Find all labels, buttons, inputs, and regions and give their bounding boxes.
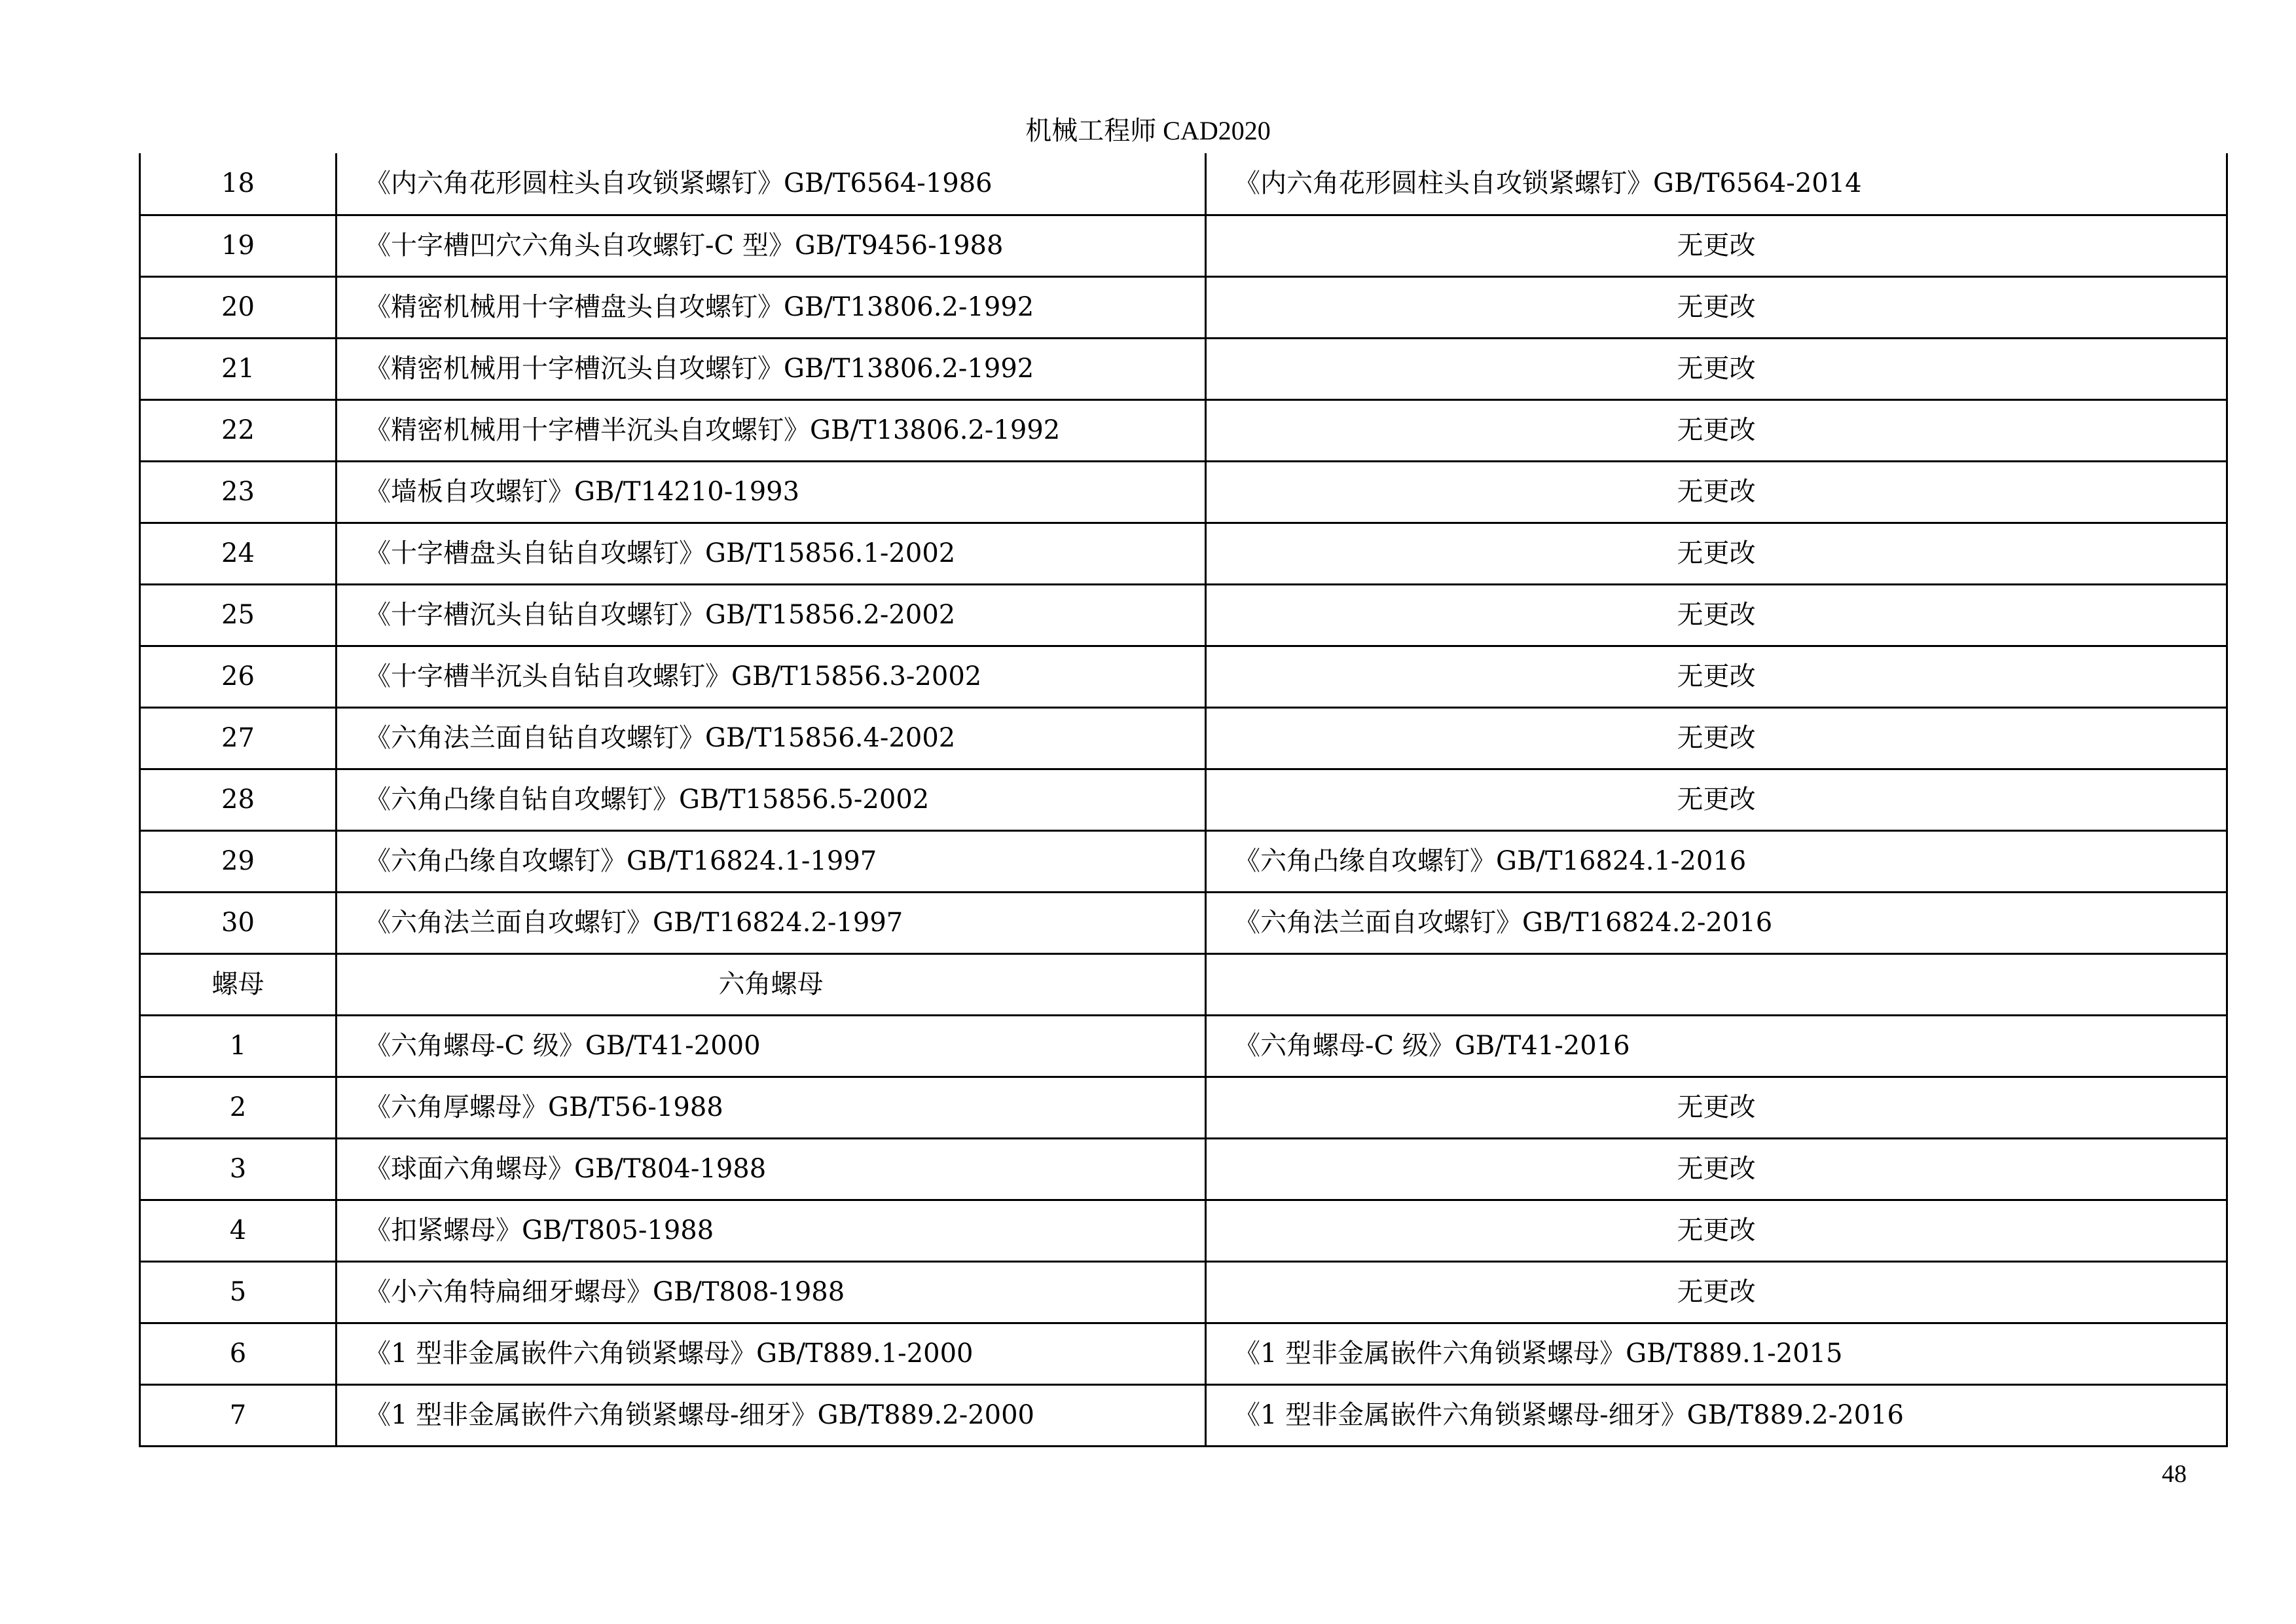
table-row [140, 1015, 2227, 1077]
new-standard-cell: 无更改 [1206, 584, 2227, 646]
old-standard-cell: 《1 型非金属嵌件六角锁紧螺母-细牙》GB/T889.2-2000 [337, 1384, 1206, 1446]
old-standard-cell: 《扣紧螺母》GB/T805-1988 [337, 1200, 1206, 1261]
old-standard-cell: 《六角法兰面自钻自攻螺钉》GB/T15856.4-2002 [337, 707, 1206, 769]
new-standard-cell: 《1 型非金属嵌件六角锁紧螺母》GB/T889.1-2015 [1206, 1323, 2227, 1384]
table-row [140, 461, 2227, 523]
old-standard-cell: 《六角厚螺母》GB/T56-1988 [337, 1077, 1206, 1138]
table-row [140, 830, 2227, 892]
old-standard-cell: 《十字槽沉头自钻自攻螺钉》GB/T15856.2-2002 [337, 584, 1206, 646]
old-standard-cell: 《精密机械用十字槽盘头自攻螺钉》GB/T13806.2-1992 [337, 276, 1206, 338]
row-number-cell: 2 [140, 1077, 337, 1138]
new-standard-cell [1206, 953, 2227, 1015]
new-standard-cell: 无更改 [1206, 215, 2227, 276]
table-row [140, 399, 2227, 461]
new-standard-cell: 无更改 [1206, 646, 2227, 707]
standards-table-body [140, 153, 2227, 1446]
old-standard-cell: 《十字槽盘头自钻自攻螺钉》GB/T15856.1-2002 [337, 523, 1206, 584]
row-number-cell: 26 [140, 646, 337, 707]
row-number-cell: 7 [140, 1384, 337, 1446]
new-standard-cell: 无更改 [1206, 1261, 2227, 1323]
new-standard-cell: 无更改 [1206, 399, 2227, 461]
new-standard-cell: 无更改 [1206, 276, 2227, 338]
old-standard-cell: 六角螺母 [337, 953, 1206, 1015]
new-standard-cell: 无更改 [1206, 338, 2227, 399]
table-row [140, 215, 2227, 276]
table-row [140, 953, 2227, 1015]
new-standard-cell: 《六角螺母-C 级》GB/T41-2016 [1206, 1015, 2227, 1077]
new-standard-cell: 《六角凸缘自攻螺钉》GB/T16824.1-2016 [1206, 830, 2227, 892]
row-number-cell: 6 [140, 1323, 337, 1384]
table-row [140, 584, 2227, 646]
new-standard-cell: 无更改 [1206, 523, 2227, 584]
row-number-cell: 28 [140, 769, 337, 830]
page-number: 48 [2162, 1460, 2187, 1488]
old-standard-cell: 《1 型非金属嵌件六角锁紧螺母》GB/T889.1-2000 [337, 1323, 1206, 1384]
old-standard-cell: 《十字槽凹穴六角头自攻螺钉-C 型》GB/T9456-1988 [337, 215, 1206, 276]
table-row [140, 1261, 2227, 1323]
new-standard-cell: 无更改 [1206, 1200, 2227, 1261]
row-number-cell: 25 [140, 584, 337, 646]
table-row [140, 276, 2227, 338]
row-number-cell: 螺母 [140, 953, 337, 1015]
new-standard-cell: 无更改 [1206, 461, 2227, 523]
row-number-cell: 5 [140, 1261, 337, 1323]
table-row [140, 1200, 2227, 1261]
table-row [140, 1323, 2227, 1384]
new-standard-cell: 《内六角花形圆柱头自攻锁紧螺钉》GB/T6564-2014 [1206, 153, 2227, 215]
old-standard-cell: 《墙板自攻螺钉》GB/T14210-1993 [337, 461, 1206, 523]
row-number-cell: 4 [140, 1200, 337, 1261]
table-row [140, 1077, 2227, 1138]
table-row [140, 1384, 2227, 1446]
table-row [140, 707, 2227, 769]
old-standard-cell: 《六角螺母-C 级》GB/T41-2000 [337, 1015, 1206, 1077]
old-standard-cell: 《小六角特扁细牙螺母》GB/T808-1988 [337, 1261, 1206, 1323]
row-number-cell: 20 [140, 276, 337, 338]
table-row [140, 1138, 2227, 1200]
old-standard-cell: 《六角凸缘自钻自攻螺钉》GB/T15856.5-2002 [337, 769, 1206, 830]
new-standard-cell: 无更改 [1206, 707, 2227, 769]
old-standard-cell: 《十字槽半沉头自钻自攻螺钉》GB/T15856.3-2002 [337, 646, 1206, 707]
standards-table [139, 153, 2228, 1447]
table-row [140, 338, 2227, 399]
page-header: 机械工程师 CAD2020 [1025, 116, 1271, 145]
row-number-cell: 30 [140, 892, 337, 953]
row-number-cell: 1 [140, 1015, 337, 1077]
old-standard-cell: 《球面六角螺母》GB/T804-1988 [337, 1138, 1206, 1200]
new-standard-cell: 《1 型非金属嵌件六角锁紧螺母-细牙》GB/T889.2-2016 [1206, 1384, 2227, 1446]
row-number-cell: 27 [140, 707, 337, 769]
old-standard-cell: 《六角凸缘自攻螺钉》GB/T16824.1-1997 [337, 830, 1206, 892]
table-row [140, 892, 2227, 953]
row-number-cell: 19 [140, 215, 337, 276]
old-standard-cell: 《六角法兰面自攻螺钉》GB/T16824.2-1997 [337, 892, 1206, 953]
row-number-cell: 18 [140, 153, 337, 215]
row-number-cell: 22 [140, 399, 337, 461]
new-standard-cell: 无更改 [1206, 1077, 2227, 1138]
old-standard-cell: 《内六角花形圆柱头自攻锁紧螺钉》GB/T6564-1986 [337, 153, 1206, 215]
row-number-cell: 24 [140, 523, 337, 584]
old-standard-cell: 《精密机械用十字槽半沉头自攻螺钉》GB/T13806.2-1992 [337, 399, 1206, 461]
table-row [140, 153, 2227, 215]
new-standard-cell: 无更改 [1206, 769, 2227, 830]
table-row [140, 523, 2227, 584]
row-number-cell: 3 [140, 1138, 337, 1200]
row-number-cell: 23 [140, 461, 337, 523]
row-number-cell: 21 [140, 338, 337, 399]
table-row [140, 769, 2227, 830]
old-standard-cell: 《精密机械用十字槽沉头自攻螺钉》GB/T13806.2-1992 [337, 338, 1206, 399]
new-standard-cell: 《六角法兰面自攻螺钉》GB/T16824.2-2016 [1206, 892, 2227, 953]
new-standard-cell: 无更改 [1206, 1138, 2227, 1200]
row-number-cell: 29 [140, 830, 337, 892]
table-row [140, 646, 2227, 707]
